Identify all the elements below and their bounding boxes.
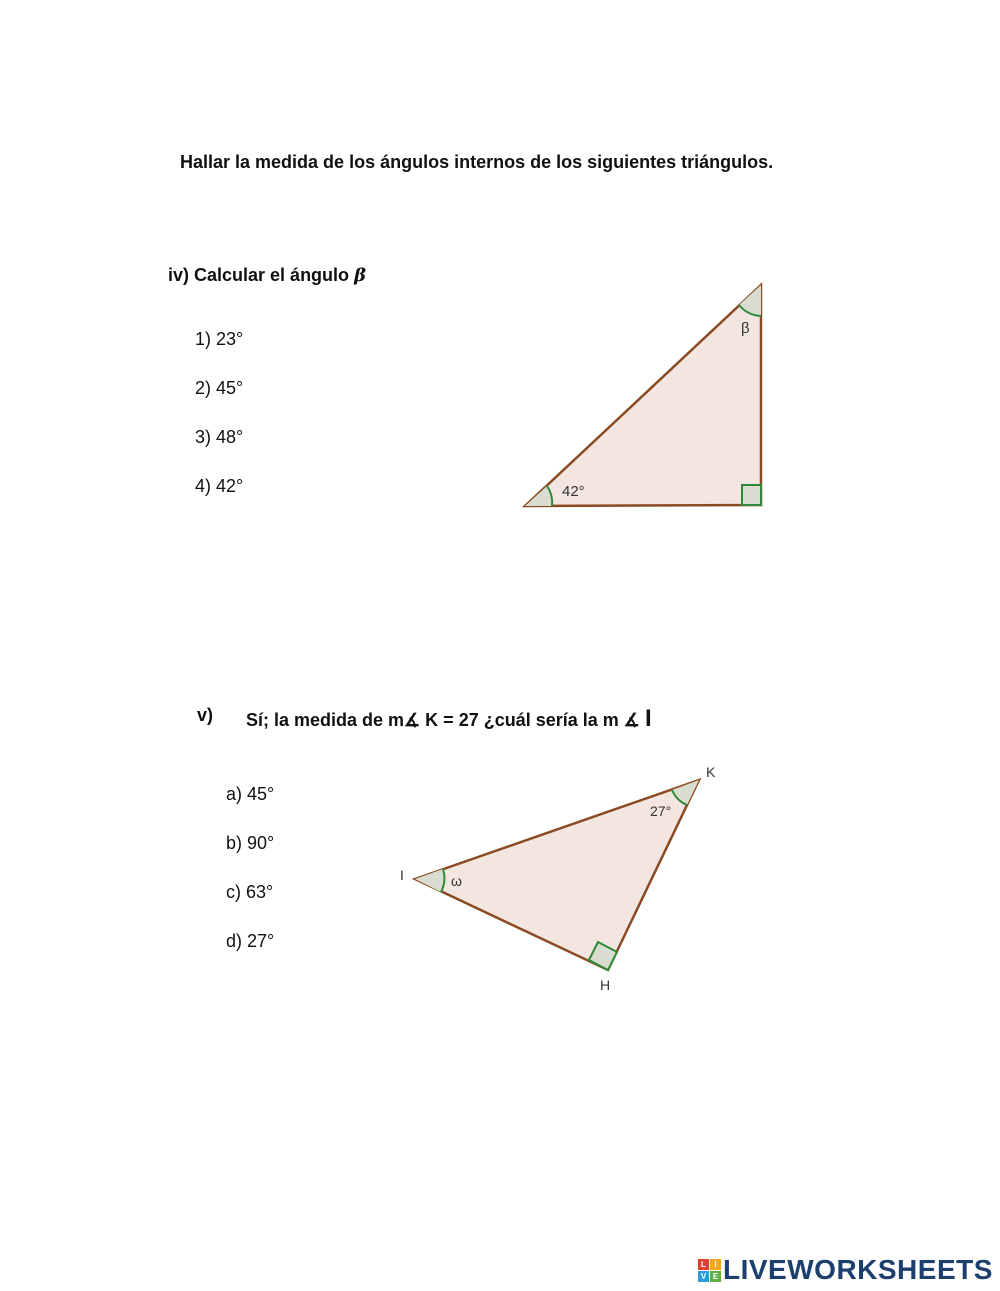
question-v-heading	[246, 705, 652, 733]
question-iv-option-1[interactable]: 1) 23°	[195, 329, 244, 349]
question-iv-option-3[interactable]: 3) 48°	[195, 427, 244, 447]
question-v-option-c[interactable]: c) 63°	[226, 882, 274, 902]
triangle-iv-shape	[525, 285, 761, 506]
triangle-iv-right-angle-mark	[742, 485, 761, 505]
triangle-v-angle-i-fill	[415, 869, 444, 892]
question-v-number: v)	[197, 705, 214, 725]
page-title: Hallar la medida de los ángulos internos de los siguientes triángulos.	[180, 152, 774, 172]
triangle-v-angle-k-label: 27°	[650, 803, 672, 819]
triangle-v-vertex-i: I	[400, 867, 404, 883]
question-iv-label: iv) Calcular el ángulo	[168, 265, 350, 285]
logo-icon: L I V E	[698, 1259, 721, 1282]
liveworksheets-logo	[698, 1252, 993, 1288]
question-iv-option-2[interactable]: 2) 45°	[195, 378, 244, 398]
question-v-big-letter: I	[644, 705, 652, 732]
triangle-v-vertex-h: H	[600, 977, 611, 993]
question-v-option-d[interactable]: d) 27°	[226, 931, 275, 951]
triangle-iv	[525, 285, 761, 506]
question-v-option-b[interactable]: b) 90°	[226, 833, 275, 853]
question-v-text: Sí; la medida de m∡ K = 27 ¿cuál sería la m ∡	[246, 710, 640, 730]
triangle-iv-beta-label: β	[741, 320, 750, 337]
question-v-option-a[interactable]: a) 45°	[226, 784, 275, 804]
triangle-v-angle-i-label: ω	[451, 873, 462, 889]
logo-text: LIVEWORKSHEETS	[723, 1254, 993, 1285]
question-iv-symbol: β	[354, 265, 367, 286]
question-iv-option-4[interactable]: 4) 42°	[195, 476, 244, 496]
triangle-v	[400, 764, 716, 993]
triangle-iv-angle-label: 42°	[562, 483, 585, 500]
triangle-v-vertex-k: K	[706, 764, 716, 780]
